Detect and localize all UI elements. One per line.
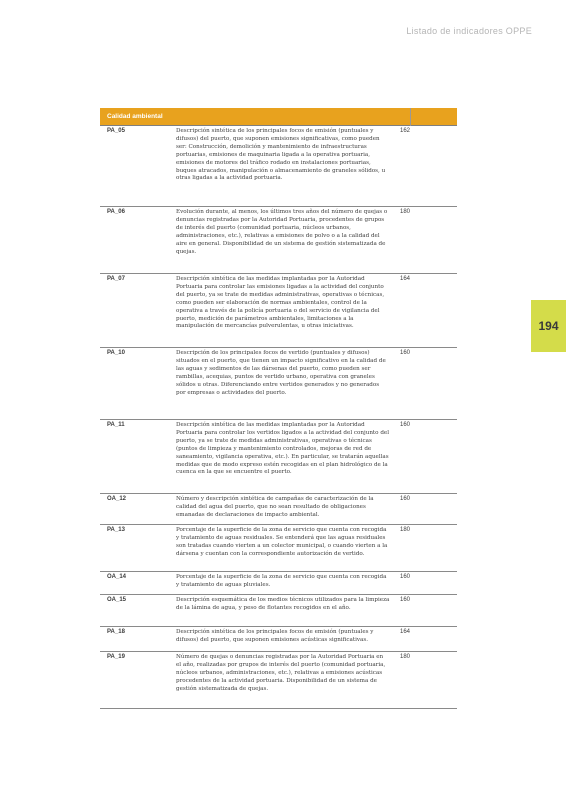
indicator-description: Porcentaje de la superficie de la zona de servicio que cuenta con recogida y tratamiento de aguas residuales. Se entenderá que las aguas residuales son tratadas cuando vierten a un colector municipal, o cuando vierten a la dársena y cuentan con la correspondiente autorización de vertido.: [176, 527, 388, 557]
indicator-page: 164: [400, 629, 411, 635]
indicator-description: Descripción sintética de los principales focos de emisión (puntuales y difusos) del puerto, que suponen emisiones acústicas significativas.: [176, 629, 374, 643]
page-number: 194: [538, 319, 559, 333]
indicator-page: 160: [400, 597, 411, 603]
indicator-code: PA_11: [107, 422, 125, 428]
table-row: [100, 207, 457, 274]
indicator-page: 160: [400, 574, 411, 580]
indicator-code: OA_14: [107, 574, 127, 580]
indicator-description: Porcentaje de la superficie de la zona de servicio que cuenta con recogida y tratamiento de aguas pluviales.: [176, 574, 387, 588]
indicators-table: [100, 108, 457, 709]
indicator-description: Descripción sintética de las medidas implantadas por la Autoridad Portuaria para controlar los vertidos ligados a la actividad del conjunto del puerto, ya se trate de medidas administrativas, operativas o técnicas (puntos de limpieza y mantenimiento controlados, mejoras de red de saneamiento, vigilancia operativa, etc.). En particular, se tratarán aquellas medidas que de modo expreso estén recogidas en el plan hidrológico de la cuenca en la que se encuentre el puerto.: [176, 422, 390, 476]
table-row: [100, 274, 457, 348]
page-header: Listado de indicadores OPPE: [406, 26, 532, 36]
indicator-page: 160: [400, 422, 411, 428]
section-header: Calidad ambiental: [100, 108, 457, 126]
indicator-page: 180: [400, 209, 411, 215]
page-number-tab: [531, 300, 566, 352]
indicator-page: 162: [400, 128, 411, 134]
table-row: [100, 627, 457, 652]
table-row: [100, 126, 457, 207]
indicator-description: Descripción sintética de las medidas implantadas por la Autoridad Portuaria para controlar las emisiones ligadas a la actividad del conjunto del puerto, ya se trate de medidas administrativas, operativas o técnicas, como pueden ser elaboración de normas ambientales, control de la operativa a través de la policía portuaria o del servicio de vigilancia del puerto, medición de parámetros ambientales, limitaciones a la manipulación de mercancías pulverulentas, u otras iniciativas.: [176, 276, 385, 330]
table-row: [100, 348, 457, 420]
indicator-page: 180: [400, 527, 411, 533]
indicator-page: 160: [400, 496, 411, 502]
table-row: [100, 595, 457, 627]
indicator-code: PA_19: [107, 654, 125, 660]
indicator-description: Descripción de los principales focos de vertido (puntuales y difusos) situados en el puerto, que tienen un impacto significativo en la calidad de las aguas y sedimentos de las dársenas del puerto, como pueden ser rambillas, acequias, puntos de vertido urbano, operativa con graneles sólidos u otras. Diferenciando entre vertidos generados y no generados por empresas o actividades del puerto.: [176, 350, 386, 396]
column-divider: [410, 108, 411, 126]
indicator-description: Descripción sintética de los principales focos de emisión (puntuales y difusos) del puerto, que suponen emisiones significativas, como pueden ser: Construcción, demolición y mantenimiento de infraestructuras portuarias, emisiones de maquinaria ligada a la operativa portuaria, emisiones de motores del tráfico rodado en instalaciones portuarias, buques atracados, manipulación o almacenamiento de graneles sólidos, u otras ligadas a la actividad portuaria.: [176, 128, 386, 182]
table-row: [100, 420, 457, 494]
table-row: [100, 572, 457, 595]
indicator-code: OA_12: [107, 496, 127, 502]
indicator-description: Número de quejas o denuncias registradas por la Autoridad Portuaria en el año, realizadas por grupos de interés del puerto (comunidad portuaria, núcleos urbanos, administraciones, etc.), relativas a emisiones acústicas procedentes de la actividad portuaria. Disponibilidad de un sistema de gestión sistematizada de quejas.: [176, 654, 386, 692]
indicator-page: 180: [400, 654, 411, 660]
indicator-code: PA_05: [107, 128, 125, 134]
indicator-code: PA_07: [107, 276, 125, 282]
indicator-page: 160: [400, 350, 411, 356]
table-row: [100, 525, 457, 572]
indicator-code: OA_15: [107, 597, 127, 603]
indicator-page: 164: [400, 276, 411, 282]
indicator-code: PA_13: [107, 527, 125, 533]
indicator-description: Número y descripción sintética de campañas de caracterización de la calidad del agua del puerto, que no sean resultado de obligaciones emanadas de declaraciones de impacto ambiental.: [176, 496, 374, 518]
table-row: [100, 652, 457, 709]
table-row: [100, 494, 457, 525]
indicator-description: Evolución durante, al menos, los últimos tres años del número de quejas o denuncias registradas por la Autoridad Portuaria, procedentes de grupos de interés del puerto (comunidad portuaria, núcleos urbanos, administraciones, etc.), relativas a emisiones de polvo o a la calidad del aire en general. Disponibilidad de un sistema de gestión sistematizada de quejas.: [176, 209, 388, 255]
indicator-code: PA_18: [107, 629, 125, 635]
indicator-description: Descripción esquemática de los medios técnicos utilizados para la limpieza de la lámina de agua, y peso de flotantes recogidos en el año.: [176, 597, 390, 611]
indicator-code: PA_06: [107, 209, 125, 215]
indicator-code: PA_10: [107, 350, 125, 356]
